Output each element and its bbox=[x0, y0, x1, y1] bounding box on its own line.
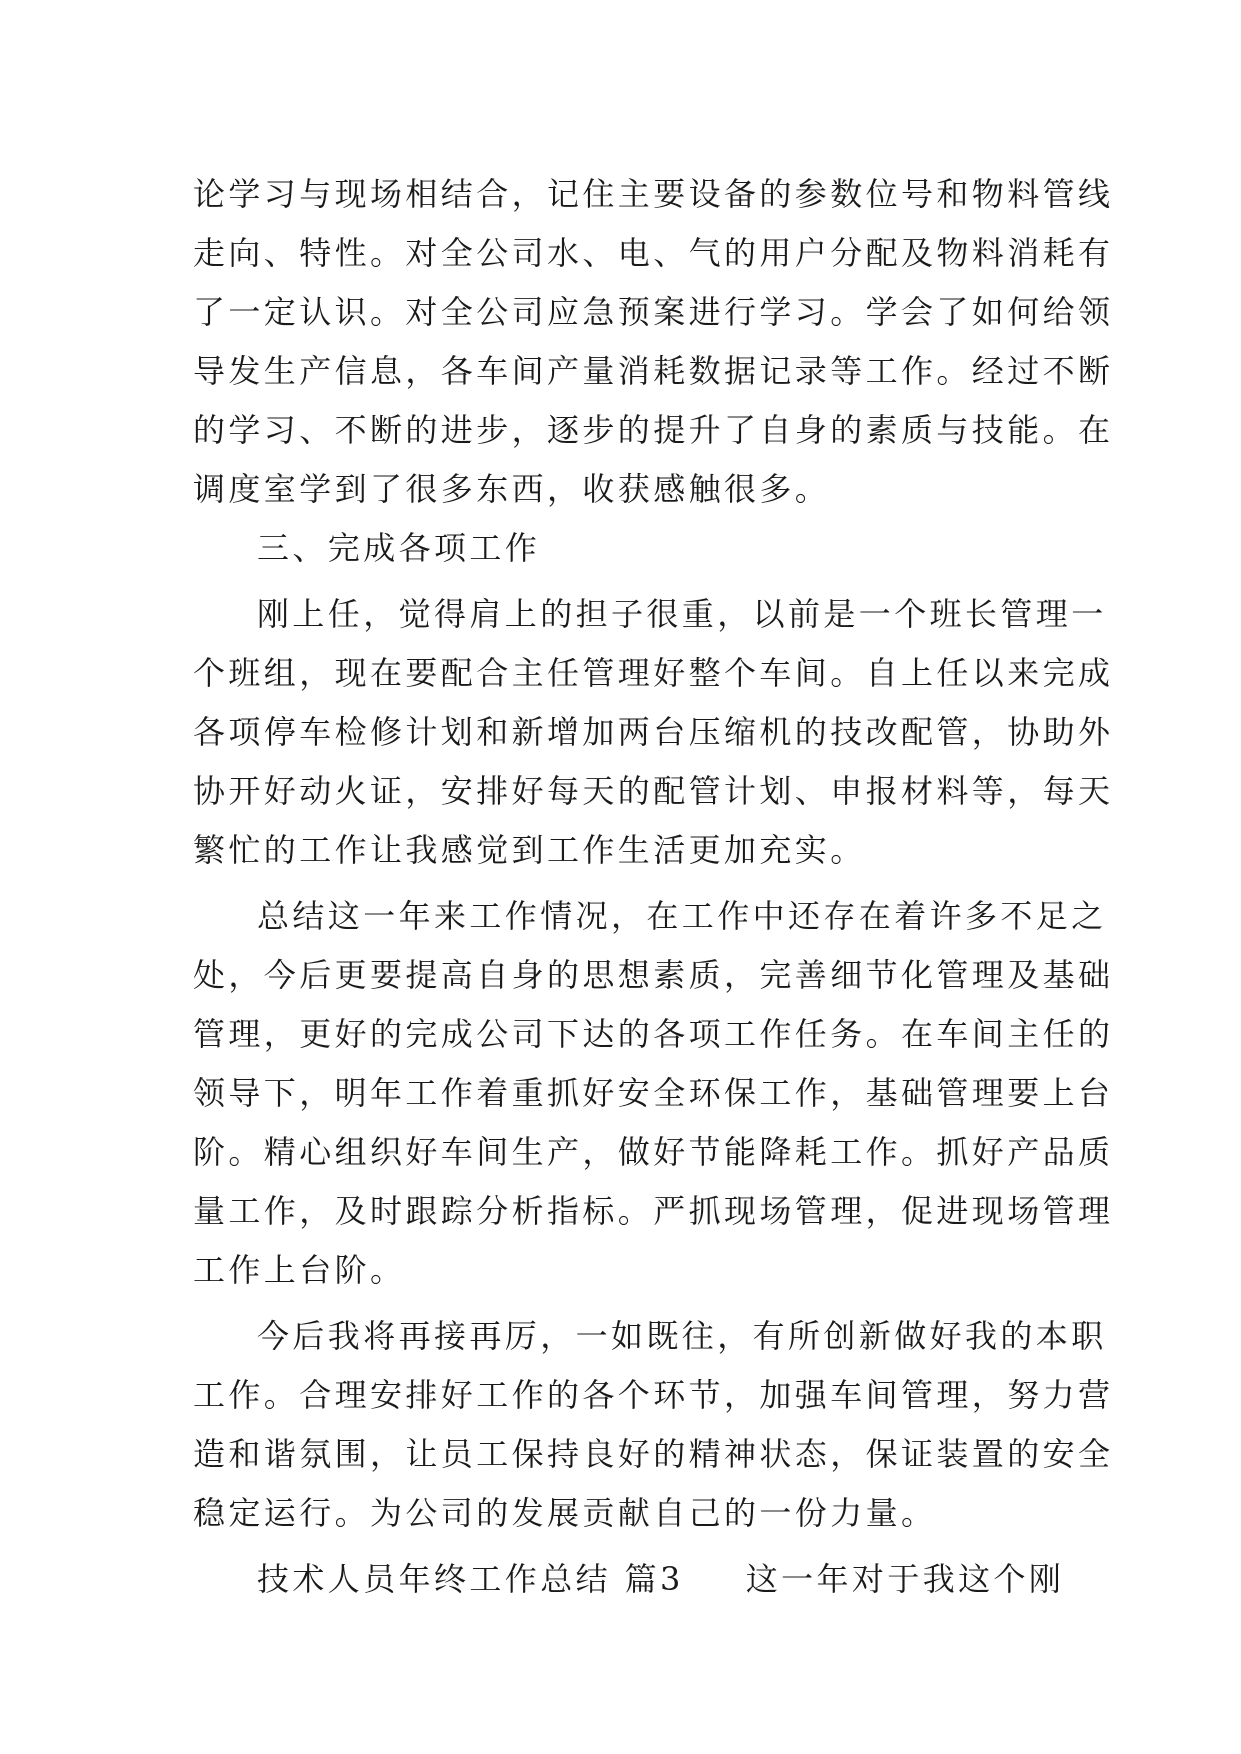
text-line: 今后我将再接再厉，一如既往，有所创新做好我的本职 bbox=[257, 1317, 1107, 1355]
text-line: 各项停车检修计划和新增加两台压缩机的技改配管，协助外 bbox=[193, 713, 1114, 751]
text-line: 工作。合理安排好工作的各个环节，加强车间管理，努力营 bbox=[193, 1376, 1114, 1414]
paragraph-continued bbox=[193, 165, 1114, 519]
text-line: 协开好动火证，安排好每天的配管计划、申报材料等，每天 bbox=[193, 772, 1114, 810]
paragraph bbox=[193, 585, 1114, 880]
paragraph bbox=[193, 1307, 1114, 1543]
text-line: 总结这一年来工作情况，在工作中还存在着许多不足之 bbox=[257, 897, 1107, 935]
text-line: 的学习、不断的进步，逐步的提升了自身的素质与技能。在 bbox=[193, 411, 1114, 449]
text-line: 调度室学到了很多东西，收获感触很多。 bbox=[193, 470, 831, 508]
text-line: 量工作，及时跟踪分析指标。严抓现场管理，促进现场管理 bbox=[193, 1192, 1114, 1230]
text-line: 走向、特性。对全公司水、电、气的用户分配及物料消耗有 bbox=[193, 234, 1114, 272]
text-line: 工作上台阶。 bbox=[193, 1251, 406, 1289]
text-line: 稳定运行。为公司的发展贡献自己的一份力量。 bbox=[193, 1494, 937, 1532]
article-title: 技术人员年终工作总结 篇3 bbox=[257, 1560, 684, 1598]
text-line: 导发生产信息，各车间产量消耗数据记录等工作。经过不断 bbox=[193, 352, 1114, 390]
paragraph bbox=[193, 887, 1114, 1300]
text-line: 论学习与现场相结合，记住主要设备的参数位号和物料管线 bbox=[193, 175, 1114, 213]
section-heading bbox=[193, 519, 1053, 578]
heading-text: 三、完成各项工作 bbox=[257, 529, 541, 567]
text-line: 了一定认识。对全公司应急预案进行学习。学会了如何给领 bbox=[193, 293, 1114, 331]
title-line bbox=[193, 1550, 1065, 1609]
text-line: 处，今后更要提高自身的思想素质，完善细节化管理及基础 bbox=[193, 956, 1114, 994]
document-body bbox=[193, 165, 1114, 1609]
text-line: 这一年对于我这个刚 bbox=[745, 1560, 1065, 1598]
text-line: 繁忙的工作让我感觉到工作生活更加充实。 bbox=[193, 831, 866, 869]
text-line: 管理，更好的完成公司下达的各项工作任务。在车间主任的 bbox=[193, 1015, 1114, 1053]
text-line: 造和谐氛围，让员工保持良好的精神状态，保证装置的安全 bbox=[193, 1435, 1114, 1473]
text-line: 刚上任，觉得肩上的担子很重，以前是一个班长管理一 bbox=[257, 595, 1107, 633]
text-line: 领导下，明年工作着重抓好安全环保工作，基础管理要上台 bbox=[193, 1074, 1114, 1112]
text-line: 个班组，现在要配合主任管理好整个车间。自上任以来完成 bbox=[193, 654, 1114, 692]
article-title-line bbox=[193, 1550, 1065, 1609]
text-line: 阶。精心组织好车间生产，做好节能降耗工作。抓好产品质 bbox=[193, 1133, 1114, 1171]
